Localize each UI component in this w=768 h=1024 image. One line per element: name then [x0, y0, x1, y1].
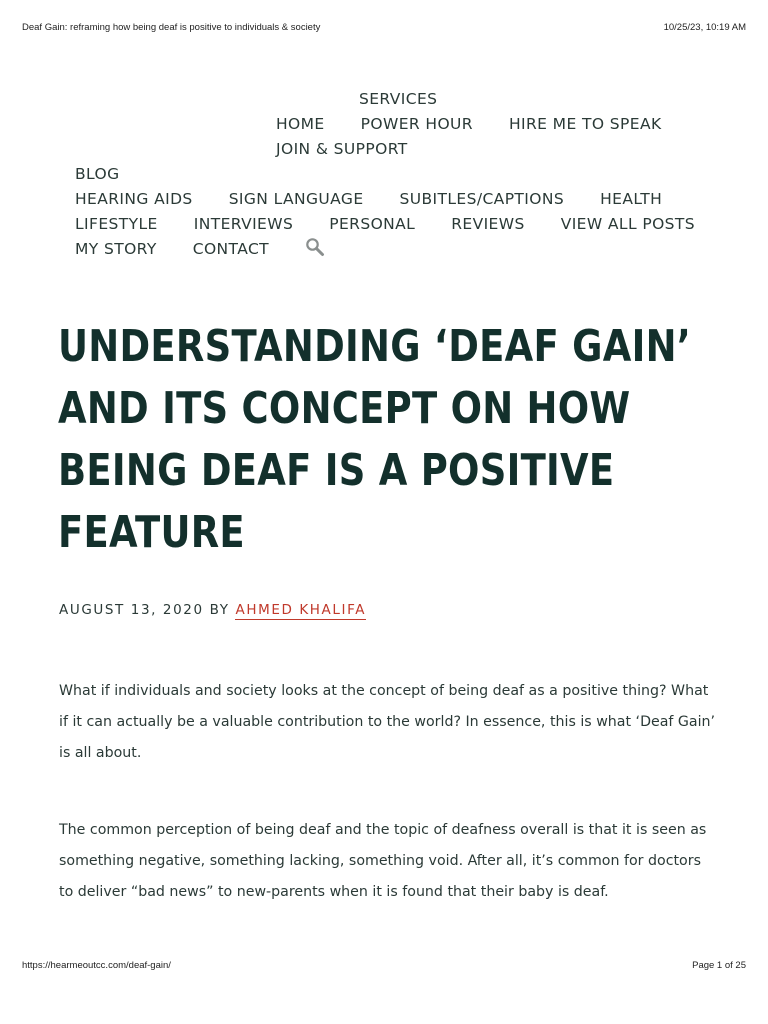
nav-item-blog[interactable]: BLOG: [75, 165, 120, 183]
article-by: BY: [209, 602, 230, 618]
print-footer: [22, 960, 746, 971]
nav-row-join: [276, 140, 408, 158]
article-title: UNDERSTANDING ‘DEAF GAIN’ AND ITS CONCEPT ON HOW BEING DEAF IS A POSITIVE FEATURE: [58, 321, 692, 558]
nav-item-personal[interactable]: PERSONAL: [329, 215, 416, 233]
print-footer-page: Page 1 of 25: [692, 960, 746, 971]
nav-item-hire-me-to-speak[interactable]: HIRE ME TO SPEAK: [508, 115, 662, 133]
article-paragraph: What if individuals and society looks at the concept of being deaf as a positive thing? What if it can actually be a valuable contribution to the world? In essence, this is what ‘Deaf Gain’ is all about.: [59, 683, 716, 761]
author-link[interactable]: AHMED KHALIFA: [235, 602, 367, 618]
nav-item-subtitles-captions[interactable]: SUBITLES/CAPTIONS: [399, 190, 565, 208]
nav-item-home[interactable]: HOME: [276, 115, 325, 133]
nav-item-lifestyle[interactable]: LIFESTYLE: [75, 215, 158, 233]
nav-item-health[interactable]: HEALTH: [600, 190, 663, 208]
nav-item-power-hour[interactable]: POWER HOUR: [360, 115, 473, 133]
nav-item-sign-language[interactable]: SIGN LANGUAGE: [228, 190, 364, 208]
nav-row-blog: [75, 165, 120, 183]
print-footer-url: https://hearmeoutcc.com/deaf-gain/: [22, 960, 171, 971]
print-header-datetime: 10/25/23, 10:19 AM: [663, 22, 746, 33]
article-paragraph: The common perception of being deaf and the topic of deafness overall is that it is seen as something negative, something lacking, something void. After all, it’s common for doctors to deliver “bad news” to new-parents when it is found that their baby is deaf.: [59, 822, 707, 900]
nav-item-interviews[interactable]: INTERVIEWS: [193, 215, 294, 233]
nav-item-hearing-aids[interactable]: HEARING AIDS: [75, 190, 193, 208]
nav-row-categories-3: [75, 240, 325, 258]
print-header-title: Deaf Gain: reframing how being deaf is positive to individuals & society: [22, 22, 321, 33]
nav-row-categories-1: [75, 190, 698, 208]
search-icon[interactable]: [305, 237, 325, 257]
nav-row-primary: [276, 115, 698, 133]
nav-item-join-support[interactable]: JOIN & SUPPORT: [276, 140, 408, 158]
nav-item-my-story[interactable]: MY STORY: [75, 240, 157, 258]
article-meta: [59, 602, 366, 618]
nav-row-services: [359, 90, 437, 108]
nav-item-services[interactable]: SERVICES: [359, 90, 438, 108]
nav-item-view-all-posts[interactable]: VIEW ALL POSTS: [560, 215, 696, 233]
nav-row-categories-2: [75, 215, 731, 233]
article-date: AUGUST 13, 2020: [59, 602, 204, 618]
print-header: [22, 22, 746, 33]
nav-item-reviews[interactable]: REVIEWS: [451, 215, 525, 233]
nav-item-contact[interactable]: CONTACT: [192, 240, 270, 258]
